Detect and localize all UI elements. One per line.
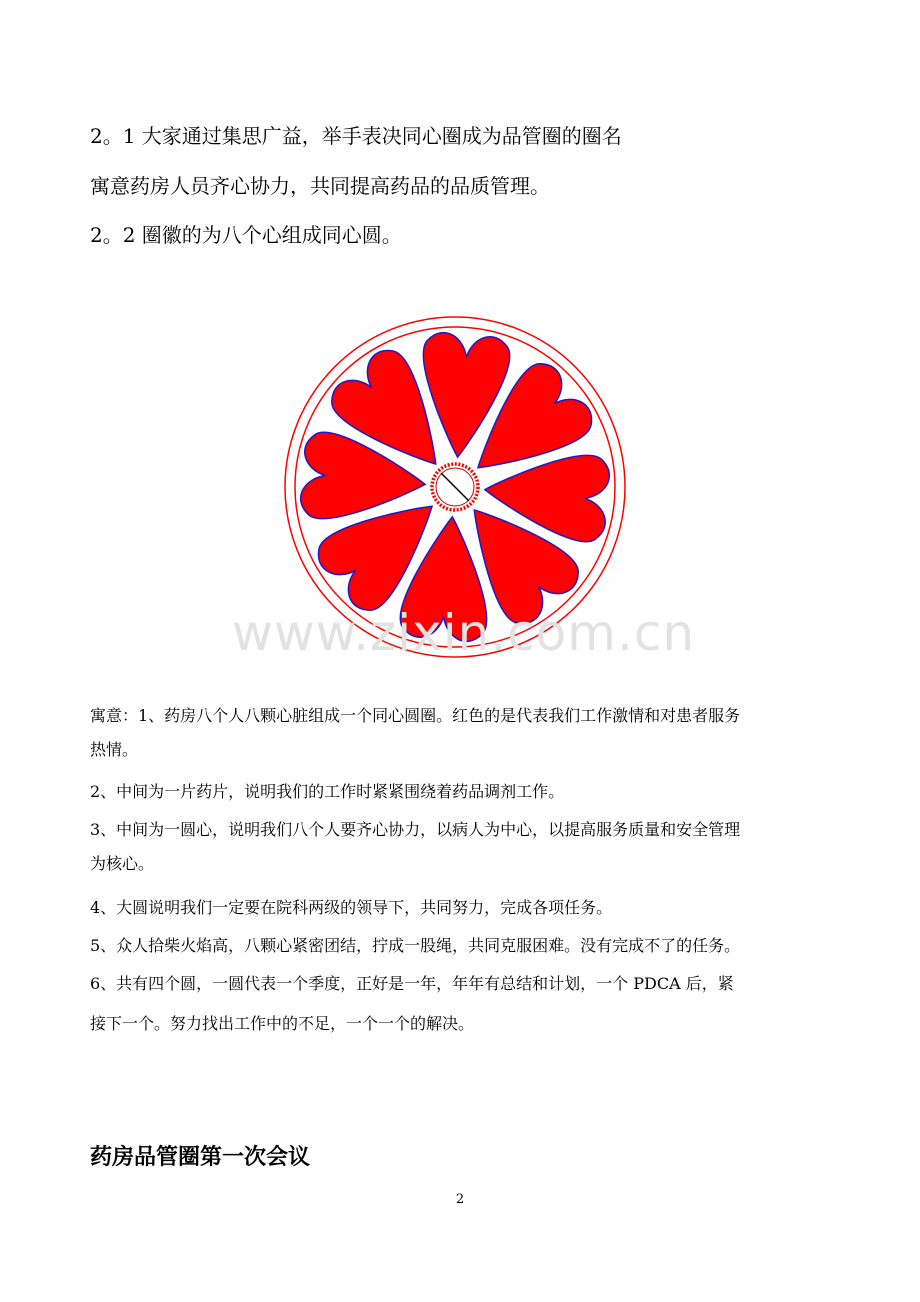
meaning-line3: 3、中间为一圆心，说明我们八个人要齐心协力，以病人为中心，以提高服务质量和安全管理 — [90, 820, 741, 839]
section-2-1-line2: 寓意药房人员齐心协力，共同提高药品的品质管理。 — [90, 174, 550, 198]
page-number: 2 — [455, 1192, 465, 1207]
watermark: www.zixin.com.cn — [232, 604, 696, 662]
meaning-line6: 6、共有四个圆，一圆代表一个季度，正好是一年，年年有总结和计划，一个 PDCA 后，紧 — [90, 974, 734, 993]
meaning-line6b: 接下一个。努力找出工作中的不足，一个一个的解决。 — [90, 1014, 475, 1033]
section-2-1-line1: 2。1 大家通过集思广益，举手表决同心圈成为品管圈的圈名 — [90, 124, 622, 148]
meaning-line1b: 热情。 — [90, 740, 139, 759]
section-2-2-line1: 2。2 圈徽的为八个心组成同心圆。 — [90, 223, 402, 247]
meeting-heading: 药房品管圈第一次会议 — [90, 1145, 311, 1170]
meaning-line2: 2、中间为一片药片，说明我们的工作时紧紧围绕着药品调剂工作。 — [90, 782, 565, 801]
meaning-line4: 4、大圆说明我们一定要在院科两级的领导下，共同努力，完成各项任务。 — [90, 898, 613, 917]
meaning-line3b: 为核心。 — [90, 854, 155, 873]
meaning-line1: 寓意：1、药房八个人八颗心脏组成一个同心圆圈。红色的是代表我们工作激情和对患者服务 — [90, 706, 741, 725]
meaning-line5: 5、众人拾柴火焰高，八颗心紧密团结，拧成一股绳，共同克服困难。没有完成不了的任务。 — [90, 936, 741, 955]
